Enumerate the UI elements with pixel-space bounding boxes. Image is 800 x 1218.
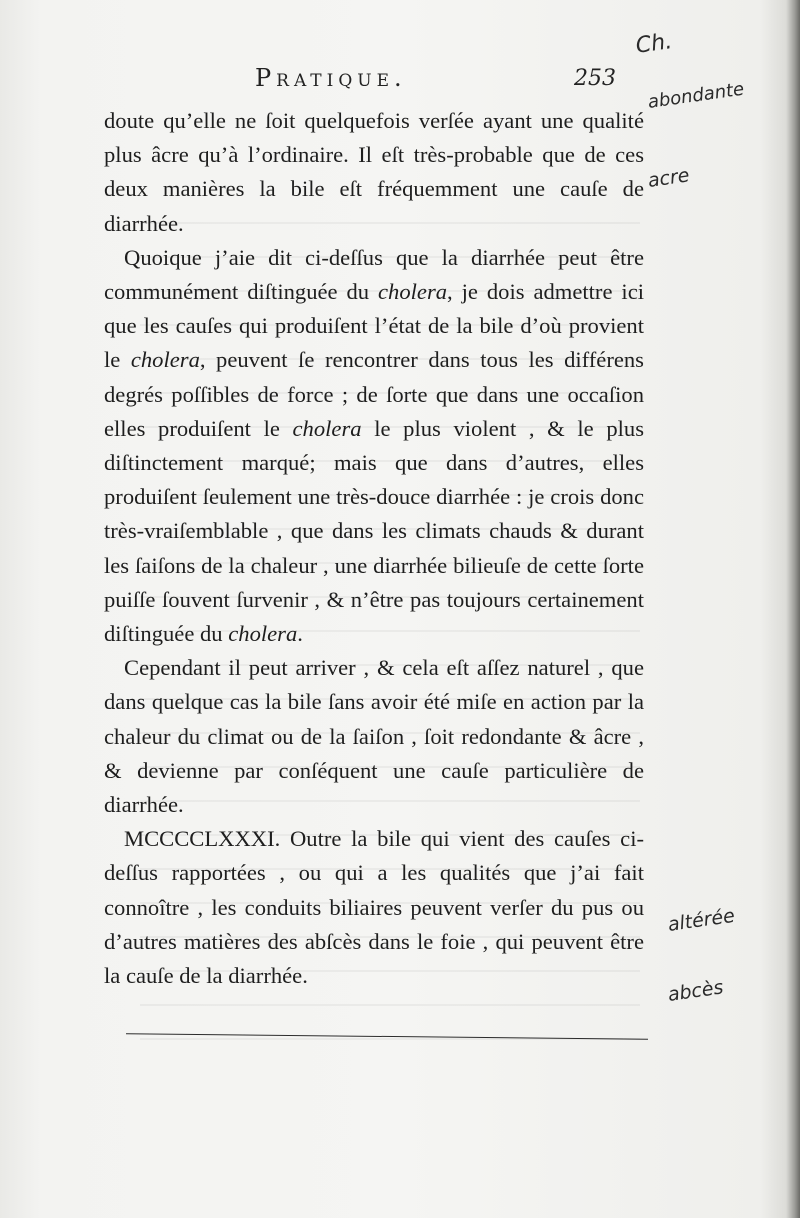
page-number: 253 bbox=[574, 66, 616, 91]
term-cholera: cholera bbox=[292, 415, 362, 441]
paragraph-2-text: . bbox=[297, 621, 303, 647]
paragraph-1: doute qu’elle ne ſoit quelquefois verſée ayant une qualité plus âcre qu’à l’ordinaire. Il eſt très-probable que de ces deux manières la bile eſt fréquemment une cauſe de diarrhée. bbox=[104, 108, 644, 236]
margin-note: acre bbox=[646, 164, 691, 192]
paragraph-2-text: , peuvent ſe rencontrer dans tous les différens degrés poſſibles de force ; de ſorte que dans une occaſion elles produiſent le bbox=[104, 347, 644, 441]
margin-note: abcès bbox=[666, 976, 725, 1006]
running-title: Pratique. bbox=[255, 64, 407, 92]
handwritten-underline bbox=[126, 1033, 648, 1039]
margin-note: abondante bbox=[646, 78, 746, 113]
body-text bbox=[104, 104, 644, 993]
margin-note: altérée bbox=[666, 904, 737, 936]
paragraph-2-text: Quoique j’aie dit ci-deſſus que la diarrhée peut être communément diſtinguée du bbox=[104, 244, 644, 305]
term-cholera: cholera bbox=[130, 347, 200, 373]
paragraph-2-text: le plus violent , & le plus diſtinctement marqué; mais que dans d’autres, elles produiſent ſeulement une très-douce diarrhée : je crois donc très-vraiſemblable , que dans les climats chauds & durant les ſaiſons de la chaleur , une diarrhée bilieuſe de cette ſorte puiſſe ſouvent ſurvenir , & n’être pas toujours certainement diſtinguée du bbox=[104, 415, 645, 647]
paragraph-4: MCCCCLXXXI. Outre la bile qui vient des cauſes ci-deſſus rapportées , ou qui a les qualités que j’ai fait connoître , les conduits biliaires peuvent verſer du pus ou d’autres matières des abſcès dans le foie , qui peuvent être la cauſe de la diarrhée. bbox=[104, 826, 644, 989]
paragraph-2-text: , je dois admettre ici que les cauſes qui produiſent l’état de la bile d’où provient le bbox=[104, 279, 644, 373]
term-cholera: cholera bbox=[378, 279, 448, 305]
term-cholera: cholera bbox=[228, 621, 298, 647]
margin-note: Ch. bbox=[634, 29, 674, 59]
paragraph-3: Cependant il peut arriver , & cela eſt aſſez naturel , que dans quelque cas la bile ſans avoir été miſe en action par la chaleur du climat ou de la ſaiſon , ſoit redondante & âcre , & devienne par conſéquent une cauſe particulière de diarrhée. bbox=[104, 655, 644, 818]
paragraph-2 bbox=[104, 241, 644, 651]
